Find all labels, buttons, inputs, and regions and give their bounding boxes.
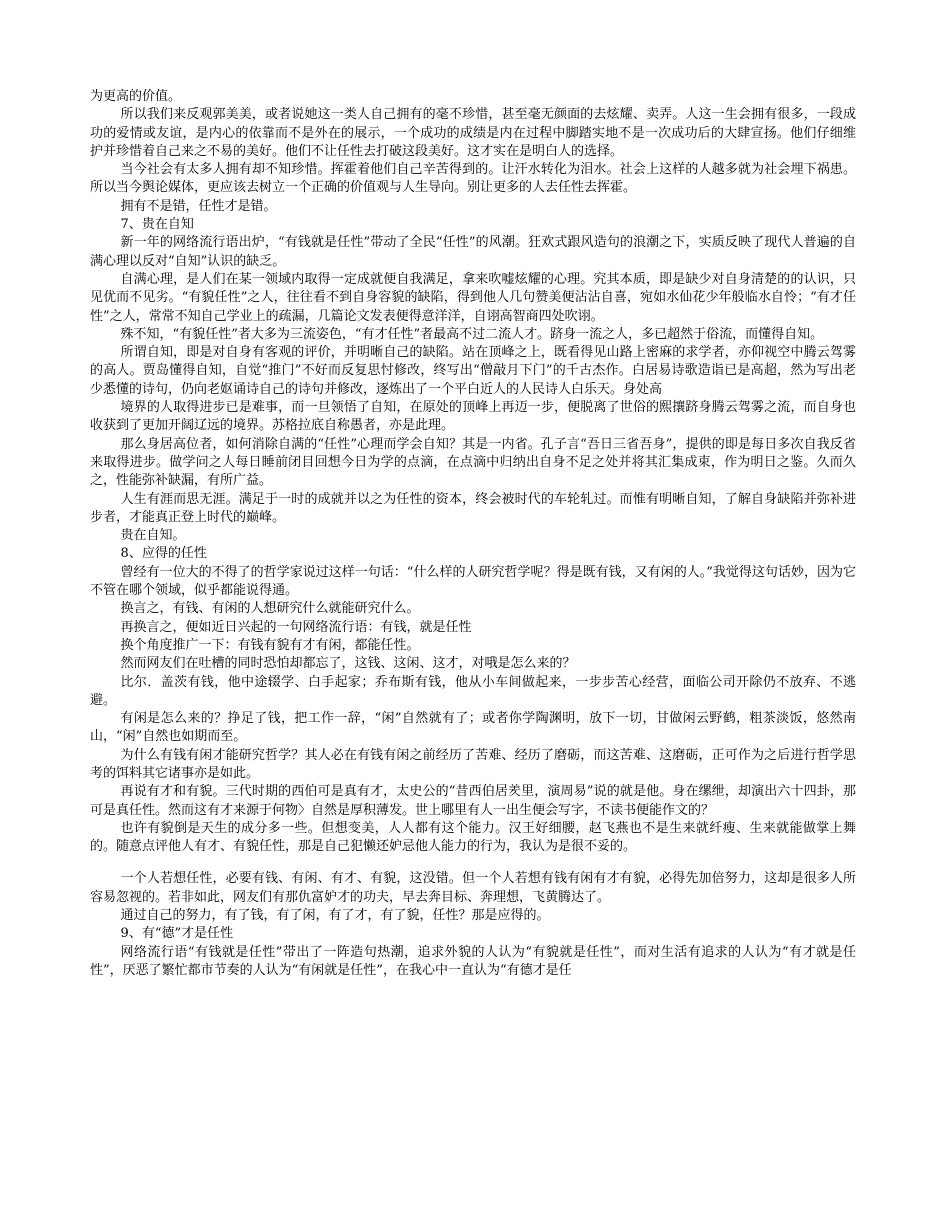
paragraph-12: 贵在自知。 — [120, 528, 186, 544]
paragraph-15: 换言之，有钱、有闲的人想研究什么就能研究什么。 — [120, 601, 420, 617]
paragraph-21: 为什么有钱有闲才能研究哲学？其人必在有钱有闲之前经历了苦难、经历了磨砺，而这苦难、这磨砺，正可作为之后进行哲学思考的饵料其它诸事亦是如此。 — [90, 747, 856, 781]
paragraph-10: 那么身居高位者，如何消除自满的“任性”心理而学会自知？其是一内省。孔子言“吾日三省吾身”，提供的即是每日多次自我反省来取得进步。做学问之人每日睡前闭目回想今日为学的点滴，在点滴中归纳出自身不足之处并将其汇集成束，作为明日之鉴。久而久之，性能弥补缺漏，有所广益。 — [90, 436, 856, 489]
paragraph-14: 曾经有一位大的不得了的哲学家说过这样一句话：“什么样的人研究哲学呢？得是既有钱，又有闲的人。”我觉得这句话妙，因为它不管在哪个领域，似乎都能说得通。 — [90, 564, 856, 599]
paragraph-18: 然而网友们在吐槽的同时恐怕却都忘了，这钱、这闲、这才，对哦是怎么来的？ — [120, 656, 576, 672]
paragraph-25: 一个人若想任性，必要有钱、有闲、有才、有貌，这没错。但一个人若想有钱有闲有才有貌，必得先加倍努力，这却是很多人所容易忽视的。若非如此，网友们有那仇富妒才的功夫，早去奔目标、奔理想，飞黄腾达了。 — [90, 871, 856, 905]
paragraph-1: 所以我们来反观郭美美，或者说她这一类人自己拥有的毫不珍惜，甚至毫无颜面的去炫耀、卖弄。人这一生会拥有很多，一段成功的爱情或友谊，是内心的依靠而不是外在的展示，一个成功的成绩是内在过程中脚踏实地不是一次成功后的大肆宣扬。他们仔细维护并珍惜着自己来之不易的美好。他们不让任性去打破这段美好。这才实在是明白人的选择。 — [90, 107, 856, 159]
paragraph-17: 换个角度推广一下：有钱有貌有才有闲，都能任性。 — [120, 637, 420, 653]
paragraph-9: 境界的人取得进步已是难事，而一旦领悟了自知，在原处的顶峰上再迈一步，便脱离了世俗的熙攘跻身腾云驾雾之流，而自身也收获到了更加开阔辽远的境界。苏格拉底自称愚者，亦是此理。 — [90, 400, 856, 434]
paragraph-6: 自满心理，是人们在某一领域内取得一定成就便自我满足，拿来吹嘘炫耀的心理。究其本质，即是缺少对自身清楚的的认识，只见优而不见劣。“有貌任性”之人，往往看不到自身容貌的缺陷，得到他人几句赞美便沾沾自喜，宛如水仙花少年般临水自怜；“有才任性”之人，常常不知自己学业上的疏漏，几篇论文发表便得意洋洋，自诩高智商四处吹诩。 — [90, 271, 856, 324]
paragraph-22: 再说有才和有貌。三代时期的西伯可是真有才，太史公的“昔西伯居羑里，演周易”说的就是他。身在缧绁，却演出六十四卦，那可是真任性。然而这有才来源于何物〉自然是厚积薄发。世上哪里有人一出生便会写字，不读书便能作文的？ — [90, 784, 856, 818]
section-heading-8: 8、应得的任性 — [120, 546, 207, 562]
paragraph-19: 比尔．盖茨有钱，他中途辍学、白手起家；乔布斯有钱，他从小车间做起来，一步步苦心经营，面临公司开除仍不放弃、不逃避。 — [90, 674, 856, 708]
paragraph-23: 也许有貌倒是天生的成分多一些。但想变美，人人都有这个能力。汉王好细腰，赵飞燕也不是生来就纤瘦、生来就能做掌上舞的。随意点评他人有才、有貌任性，那是自己犯懒还妒忌他人能力的行为，我认为是很不妥的。 — [90, 820, 856, 855]
paragraph-7: 殊不知，“有貌任性”者大多为三流姿色，“有才任性”者最高不过二流人才。跻身一流之人，多已超然于俗流，而懂得自知。 — [120, 326, 824, 342]
paragraph-11: 人生有涯而思无涯。满足于一时的成就并以之为任性的资本，终会被时代的车轮轧过。而惟有明晰自知，了解自身缺陷并弥补进步者，才能真正登上时代的巅峰。 — [90, 491, 856, 525]
paragraph-5: 新一年的网络流行语出炉，“有钱就是任性”带动了全民“任性”的风潮。狂欢式跟风造句的浪潮之下，实质反映了现代人普遍的自满心理以反对“自知”认识的缺乏。 — [90, 235, 856, 269]
paragraph-26: 通过自己的努力，有了钱，有了闲，有了才，有了貌，任性？那是应得的。 — [120, 908, 550, 924]
paragraph-3: 拥有不是错，任性才是错。 — [120, 198, 277, 214]
paragraph-2: 当今社会有太多人拥有却不知珍惜。挥霍着他们自己辛苦得到的。让汗水转化为泪水。社会上这样的人越多就为社会埋下祸患。所以当今舆论媒体，更应该去树立一个正确的价值观与人生导向。别让更多的人去任性去挥霍。 — [90, 162, 856, 196]
section-heading-7: 7、贵在自知 — [120, 217, 194, 233]
paragraph-20: 有闲是怎么来的？挣足了钱，把工作一辞，“闲”自然就有了；或者你学陶渊明，放下一切，甘做闲云野鹤，粗茶淡饭，悠然南山，“闲”自然也如期而至。 — [90, 711, 856, 745]
paragraph-28: 网络流行语“有钱就是任性”带出了一阵造句热潮，追求外貌的人认为“有貌就是任性”，而对生活有追求的人认为“有才就是任性”，厌恶了繁忙都市节奏的人认为“有闲就是任性”，在我心中一直认为“有德才是任 — [90, 944, 856, 978]
paragraph-spacer — [90, 856, 856, 870]
section-heading-9: 9、有“德”才是任性 — [120, 926, 234, 942]
paragraph-0: 为更高的价值。 — [90, 89, 182, 104]
paragraph-16: 再换言之，便如近日兴起的一句网络流行语：有钱，就是任性 — [120, 619, 472, 635]
paragraph-8: 所谓自知，即是对自身有客观的评价，并明晰自己的缺陷。站在顶峰之上，既看得见山路上密麻的求学者，亦仰视空中腾云驾雾的高人。贾岛懂得自知，自觉“推门”不好而反复思忖修改，终写出“僧敲月下门”的千古杰作。白居易诗歌造诣已是高超，然为写出老少悉懂的诗句，仍向老妪诵诗自己的诗句并修改，逐炼出了一个平白近人的人民诗人白乐天。身处高 — [90, 345, 856, 397]
